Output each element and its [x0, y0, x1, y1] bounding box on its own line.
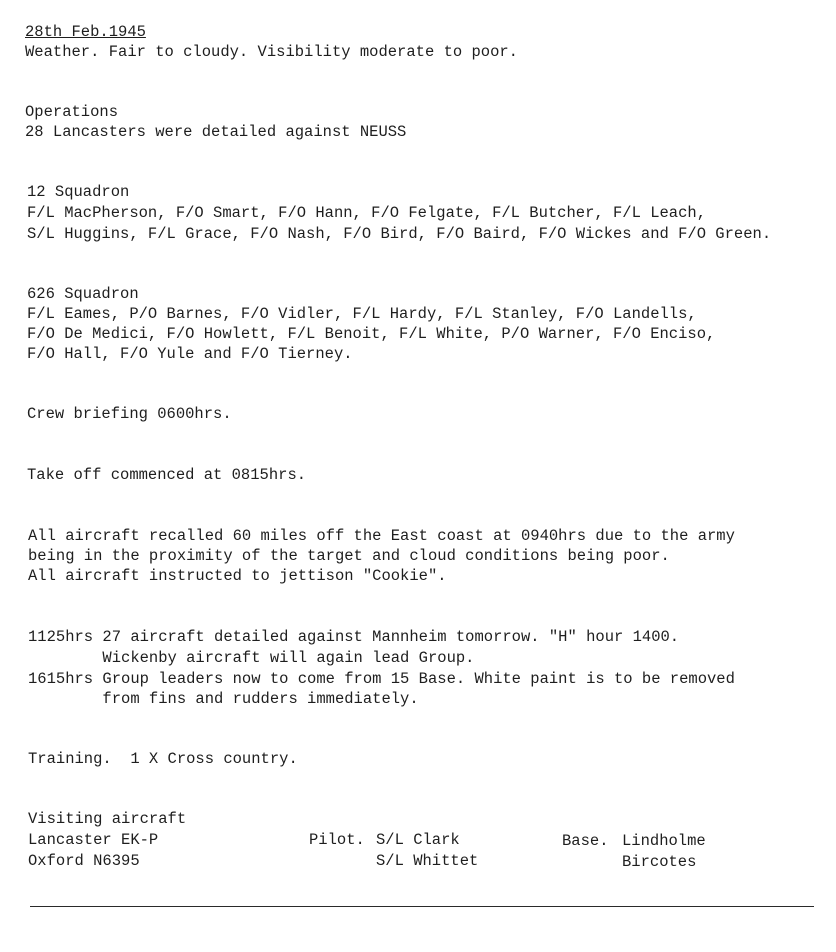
squadron-626-crew-line: F/O De Medici, F/O Howlett, F/L Benoit, F/L White, P/O Warner, F/O Enciso, [27, 325, 716, 343]
base-name: Bircotes [622, 853, 697, 871]
training-line: Training. 1 X Cross country. [28, 750, 298, 768]
squadron-12-heading: 12 Squadron [27, 183, 130, 201]
message-line: Wickenby aircraft will again lead Group. [28, 649, 475, 667]
squadron-12-crew-line: S/L Huggins, F/L Grace, F/O Nash, F/O Bird, F/O Baird, F/O Wickes and F/O Green. [27, 225, 772, 243]
visiting-aircraft: Lancaster EK-P [28, 831, 159, 849]
entry-date: 28th Feb.1945 [25, 23, 146, 41]
visiting-aircraft: Oxford N6395 [28, 852, 140, 870]
take-off: Take off commenced at 0815hrs. [27, 466, 307, 484]
recall-line: All aircraft recalled 60 miles off the East coast at 0940hrs due to the army [28, 527, 735, 545]
operations-heading: Operations [25, 103, 119, 121]
base-name: Lindholme [622, 832, 706, 850]
squadron-626-crew-line: F/O Hall, F/O Yule and F/O Tierney. [27, 345, 353, 363]
squadron-12-crew-line: F/L MacPherson, F/O Smart, F/O Hann, F/O Felgate, F/L Butcher, F/L Leach, [27, 204, 707, 222]
weather-line: Weather. Fair to cloudy. Visibility moderate to poor. [25, 43, 518, 61]
recall-line: All aircraft instructed to jettison "Cookie". [28, 567, 447, 585]
pilot-name: S/L Whittet [376, 852, 479, 870]
visiting-heading: Visiting aircraft [28, 810, 187, 828]
base-label: Base. [562, 832, 609, 850]
recall-line: being in the proximity of the target and cloud conditions being poor. [28, 547, 670, 565]
message-line: 1615hrs Group leaders now to come from 15 Base. White paint is to be removed [28, 670, 735, 688]
squadron-626-heading: 626 Squadron [27, 285, 139, 303]
pilot-name: S/L Clark [376, 831, 460, 849]
squadron-626-crew-line: F/L Eames, P/O Barnes, F/O Vidler, F/L Hardy, F/L Stanley, F/O Landells, [27, 305, 697, 323]
message-line: from fins and rudders immediately. [28, 690, 419, 708]
pilot-label: Pilot. [309, 831, 365, 849]
operations-detail: 28 Lancasters were detailed against NEUSS [25, 123, 407, 141]
crew-briefing: Crew briefing 0600hrs. [27, 405, 232, 423]
bottom-divider [30, 906, 814, 907]
message-line: 1125hrs 27 aircraft detailed against Mannheim tomorrow. "H" hour 1400. [28, 628, 680, 646]
